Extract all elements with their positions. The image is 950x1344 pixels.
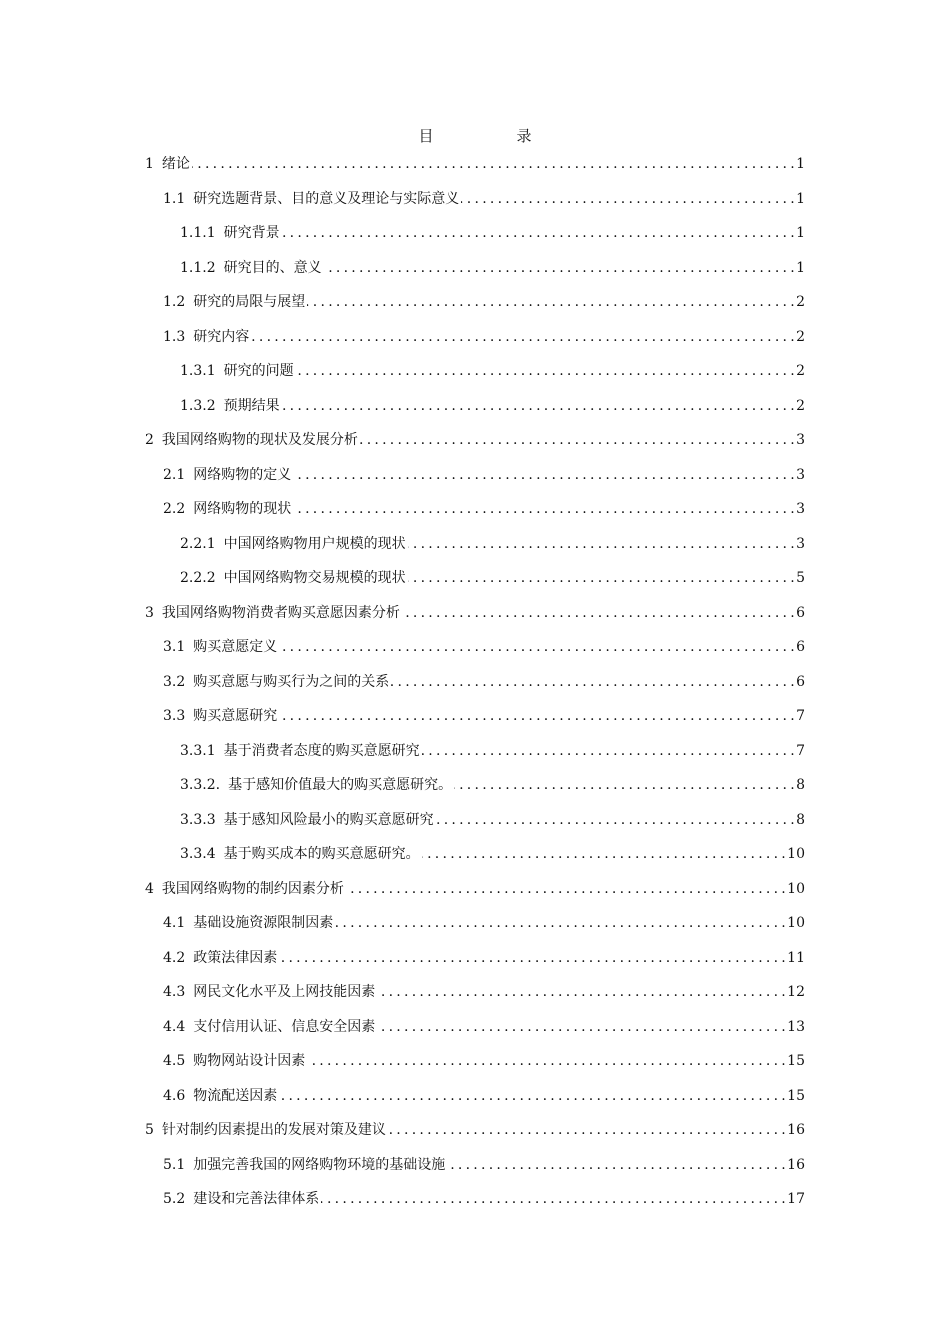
- toc-dot-leader: [447, 1155, 785, 1175]
- toc-dot-leader: [296, 361, 794, 381]
- toc-entry[interactable]: [145, 1116, 805, 1140]
- toc-dot-leader: [321, 1189, 785, 1209]
- toc-entry-number: 3.1: [163, 639, 186, 655]
- toc-page-number: 3: [796, 535, 805, 552]
- toc-dot-leader: [391, 672, 794, 692]
- toc-entry-number: 1.3: [163, 328, 186, 345]
- toc-entry[interactable]: [163, 1185, 805, 1209]
- toc-entry-number: 3.3.3: [180, 811, 216, 828]
- toc-page-number: 2: [796, 397, 805, 414]
- toc-dot-leader: [346, 879, 785, 899]
- toc-entry[interactable]: [145, 426, 805, 450]
- toc-dot-leader: [324, 258, 794, 278]
- toc-entry[interactable]: [163, 978, 805, 1002]
- toc-entry[interactable]: [180, 254, 805, 278]
- toc-entry[interactable]: [180, 737, 805, 761]
- toc-dot-leader: [282, 396, 794, 416]
- toc-entry-title: 加强完善我国的网络购物环境的基础设施: [193, 1156, 446, 1173]
- toc-entry[interactable]: [145, 599, 805, 623]
- toc-entry[interactable]: [180, 530, 805, 554]
- toc-entry[interactable]: [163, 633, 805, 657]
- toc-entry-title: 研究内容: [193, 328, 250, 345]
- toc-entry-number: 3.3.2.: [180, 777, 221, 793]
- toc-entry-number: 1.1: [163, 190, 186, 207]
- toc-entry[interactable]: [180, 771, 805, 795]
- toc-dot-leader: [307, 1051, 785, 1071]
- toc-entry-number: 1.3.2: [180, 397, 216, 414]
- toc-dot-leader: [408, 568, 794, 588]
- toc-entry-title: 绪论: [161, 156, 190, 172]
- toc-dot-leader: [388, 1120, 785, 1140]
- toc-entry-number: 1.3.1: [180, 363, 216, 379]
- toc-entry-title: 我国网络购物的制约因素分析: [161, 880, 344, 897]
- toc-entry[interactable]: [180, 392, 805, 416]
- toc-entry[interactable]: [163, 702, 805, 726]
- toc-page-number: 11: [787, 949, 805, 966]
- toc-entry[interactable]: [180, 806, 805, 830]
- toc-entry-number: 4.5: [163, 1053, 186, 1069]
- toc-page-number: 13: [787, 1018, 805, 1035]
- toc-dot-leader: [251, 327, 794, 347]
- toc-entry[interactable]: [145, 150, 805, 174]
- toc-entry-title: 网民文化水平及上网技能因素: [193, 984, 376, 1000]
- toc-entry-title: 研究的局限与展望: [193, 294, 306, 310]
- toc-entry-title: 研究选题背景、目的意义及理论与实际意义: [193, 190, 460, 207]
- toc-entry[interactable]: [163, 1082, 805, 1106]
- toc-page-number: 1: [796, 156, 805, 172]
- toc-entry-title: 针对制约因素提出的发展对策及建议: [161, 1122, 386, 1138]
- toc-entry-title: 基于购买成本的购买意愿研究。: [223, 846, 420, 862]
- toc-dot-leader: [192, 154, 794, 174]
- toc-dot-leader: [422, 741, 794, 761]
- toc-page-number: 5: [796, 570, 805, 586]
- toc-page-number: 3: [796, 432, 805, 448]
- toc-dot-leader: [307, 292, 794, 312]
- toc-page-number: 10: [787, 880, 805, 897]
- toc-dot-leader: [360, 430, 794, 450]
- toc-entry-title: 预期结果: [223, 397, 280, 414]
- toc-dot-leader: [436, 810, 794, 830]
- toc-entry-number: 1: [145, 156, 154, 172]
- toc-dot-leader: [293, 499, 794, 519]
- toc-entry-title: 中国网络购物用户规模的现状: [223, 535, 406, 552]
- toc-entry-title: 我国网络购物消费者购买意愿因素分析: [161, 604, 400, 621]
- toc-entry-number: 2.2.1: [180, 535, 216, 552]
- toc-entry[interactable]: [163, 1013, 805, 1037]
- toc-entry[interactable]: [163, 461, 805, 485]
- toc-entry-title: 购买意愿定义: [193, 639, 278, 655]
- toc-entry-title: 购物网站设计因素: [193, 1053, 306, 1069]
- toc-page-number: 6: [796, 639, 805, 655]
- toc-entry-number: 2: [145, 432, 154, 448]
- toc-entry-number: 2.2: [163, 501, 186, 517]
- toc-entry-number: 4.1: [163, 915, 186, 931]
- toc-page-number: 2: [796, 294, 805, 310]
- toc-dot-leader: [279, 1086, 785, 1106]
- toc-page-number: 7: [796, 708, 805, 724]
- toc-entry[interactable]: [163, 495, 805, 519]
- toc-entry-title: 政策法律因素: [193, 949, 278, 966]
- toc-entry[interactable]: [163, 668, 805, 692]
- toc-entry-number: 4: [145, 880, 154, 897]
- toc-entry-title: 研究目的、意义: [223, 259, 322, 276]
- toc-entry[interactable]: [163, 323, 805, 347]
- toc-entry-title: 研究背景: [223, 225, 280, 241]
- toc-entry[interactable]: [163, 944, 805, 968]
- toc-dot-leader: [335, 913, 785, 933]
- toc-entry-title: 我国网络购物的现状及发展分析: [161, 432, 358, 448]
- toc-entry-number: 2.1: [163, 466, 186, 483]
- toc-entry-number: 3.3: [163, 708, 186, 724]
- toc-page-number: 17: [787, 1191, 805, 1207]
- toc-entry-number: 1.1.1: [180, 225, 216, 241]
- toc-entry[interactable]: [145, 875, 805, 899]
- toc-entry-title: 基础设施资源限制因素: [193, 915, 334, 931]
- toc-dot-leader: [293, 465, 794, 485]
- toc-page-number: 16: [787, 1122, 805, 1138]
- toc-title: 目 录: [418, 127, 566, 145]
- toc-entry-title: 网络购物的定义: [193, 466, 292, 483]
- toc-entry[interactable]: [163, 1151, 805, 1175]
- toc-entry-title: 物流配送因素: [193, 1087, 278, 1104]
- toc-page-number: 3: [796, 466, 805, 483]
- toc-page-number: 15: [787, 1053, 805, 1069]
- toc-dot-leader: [279, 948, 785, 968]
- toc-entry-number: 4.3: [163, 984, 186, 1000]
- toc-entry-title: 购买意愿研究: [193, 708, 278, 724]
- toc-entry[interactable]: [180, 219, 805, 243]
- toc-page-number: 7: [796, 742, 805, 759]
- toc-entry-number: 3.3.1: [180, 742, 216, 759]
- toc-entry-number: 4.6: [163, 1087, 186, 1104]
- toc-entry-number: 5: [145, 1122, 154, 1138]
- toc-entry-number: 1.2: [163, 294, 186, 310]
- toc-dot-leader: [454, 775, 794, 795]
- toc-entry-number: 3.2: [163, 673, 186, 690]
- toc-page-number: 6: [796, 673, 805, 690]
- toc-page-number: 10: [787, 846, 805, 862]
- toc-page-number: 6: [796, 604, 805, 621]
- toc-entry-title: 建设和完善法律体系: [193, 1191, 320, 1207]
- toc-page-number: 10: [787, 915, 805, 931]
- toc-page-number: 8: [796, 811, 805, 828]
- toc-dot-leader: [377, 1017, 785, 1037]
- toc-entry-title: 网络购物的现状: [193, 501, 292, 517]
- toc-dot-leader: [279, 637, 794, 657]
- toc-entry-title: 基于感知风险最小的购买意愿研究: [223, 811, 434, 828]
- toc-entry[interactable]: [163, 185, 805, 209]
- toc-entry-title: 购买意愿与购买行为之间的关系: [193, 673, 390, 690]
- toc-dot-leader: [402, 603, 794, 623]
- toc-page-number: 3: [796, 501, 805, 517]
- toc-entry-number: 5.2: [163, 1191, 186, 1207]
- toc-entry-number: 2.2.2: [180, 570, 216, 586]
- toc-entry-number: 1.1.2: [180, 259, 216, 276]
- toc-dot-leader: [279, 706, 794, 726]
- toc-page-number: 2: [796, 328, 805, 345]
- toc-dot-leader: [282, 223, 794, 243]
- toc-entry[interactable]: [180, 357, 805, 381]
- toc-entry-number: 4.4: [163, 1018, 186, 1035]
- toc-entry[interactable]: [163, 909, 805, 933]
- toc-entry-title: 基于消费者态度的购买意愿研究: [223, 742, 420, 759]
- toc-entry-title: 研究的问题: [223, 363, 294, 379]
- toc-dot-leader: [461, 189, 794, 209]
- toc-dot-leader: [408, 534, 794, 554]
- toc-entry-number: 4.2: [163, 949, 186, 966]
- toc-page-number: 2: [796, 363, 805, 379]
- toc-entry-number: 3.3.4: [180, 846, 216, 862]
- toc-dot-leader: [377, 982, 785, 1002]
- toc-page-number: 16: [787, 1156, 805, 1173]
- toc-page-number: 1: [796, 259, 805, 276]
- toc-entry-title: 基于感知价值最大的购买意愿研究。: [228, 777, 453, 793]
- toc-page-number: 1: [796, 225, 805, 241]
- toc-page-number: 8: [796, 777, 805, 793]
- toc-entry[interactable]: [180, 564, 805, 588]
- toc-entry[interactable]: [163, 1047, 805, 1071]
- toc-page-number: 1: [796, 190, 805, 207]
- toc-entry-title: 支付信用认证、信息安全因素: [193, 1018, 376, 1035]
- toc-page-number: 15: [787, 1087, 805, 1104]
- toc-dot-leader: [422, 844, 786, 864]
- toc-entry-number: 5.1: [163, 1156, 186, 1173]
- toc-entry-title: 中国网络购物交易规模的现状: [223, 570, 406, 586]
- toc-entry-number: 3: [145, 604, 154, 621]
- toc-page-number: 12: [787, 984, 805, 1000]
- toc-entry[interactable]: [180, 840, 805, 864]
- toc-entry[interactable]: [163, 288, 805, 312]
